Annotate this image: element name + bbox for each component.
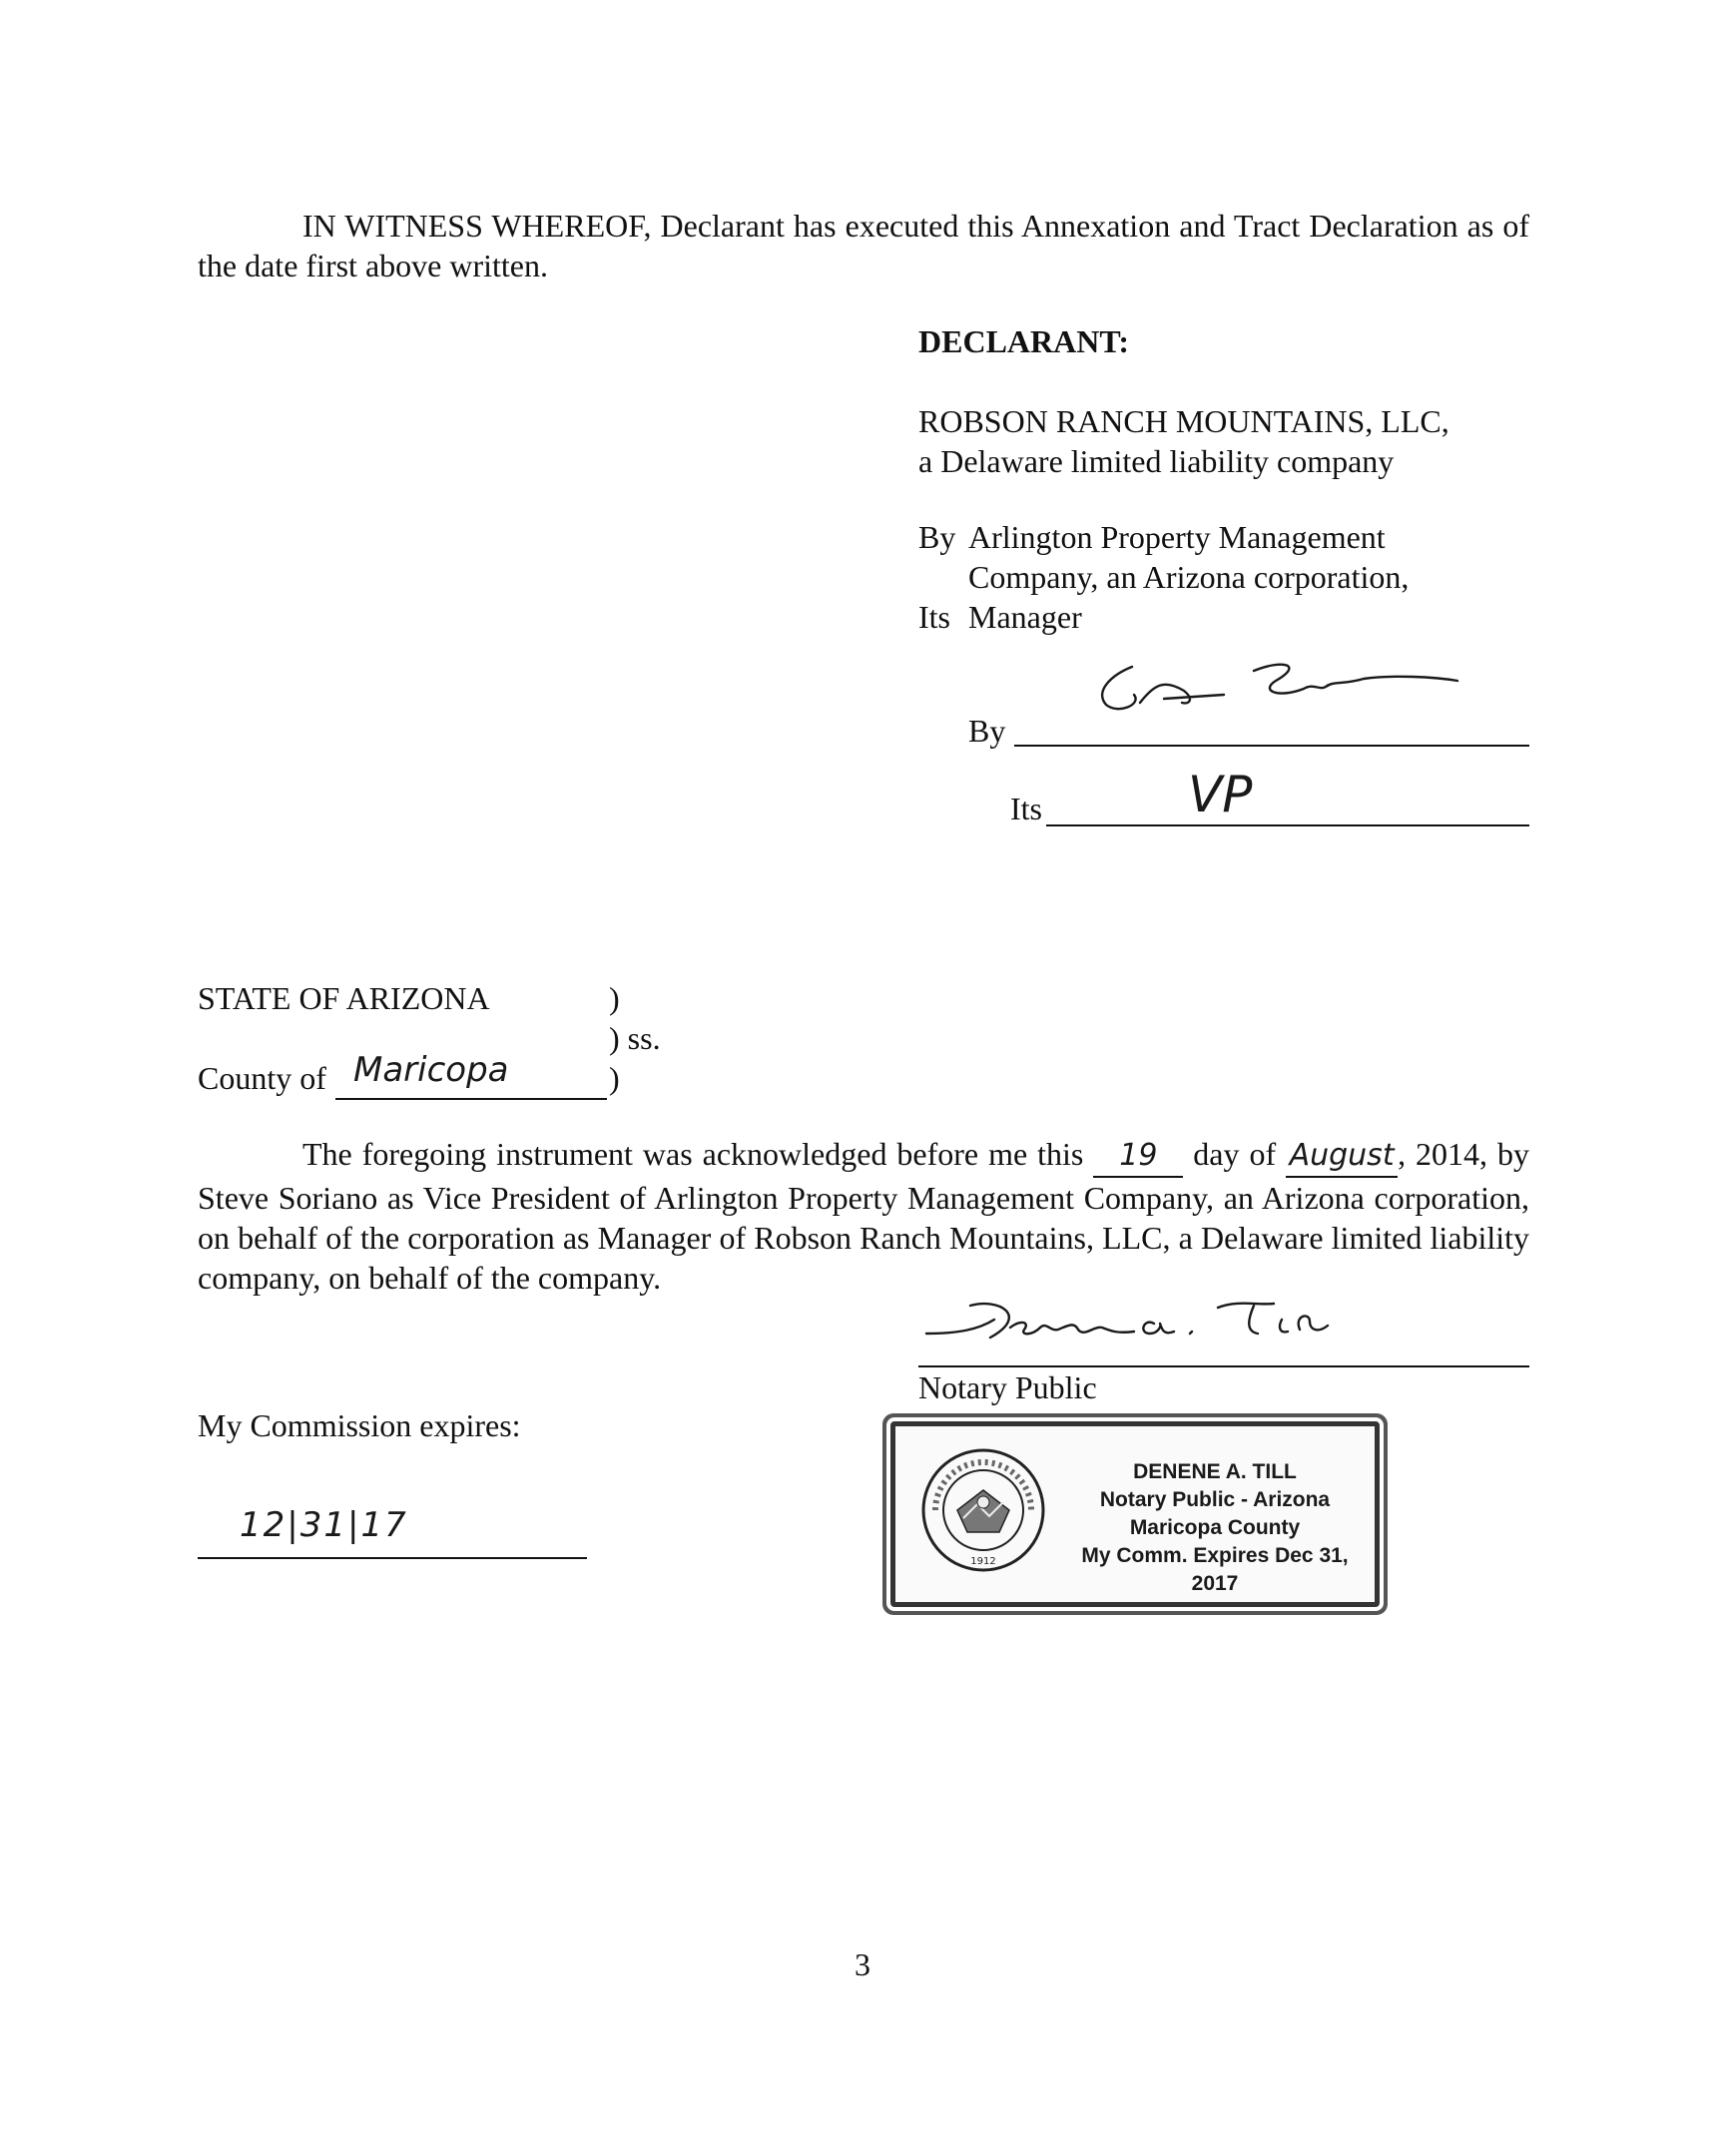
stamp-title: Notary Public - Arizona [1099,1488,1331,1511]
acknowledgment-paragraph [198,1134,1529,1298]
ack-part-1: The foregoing instrument was acknowledged before me this [302,1136,1094,1172]
manager-role: Manager [968,599,1082,635]
declarant-signature [1014,655,1529,715]
commission-expires-label: My Commission expires: [198,1407,521,1443]
declarant-company [918,401,1449,481]
notary-stamp [890,1421,1380,1607]
stamp-expires: My Comm. Expires Dec 31, 2017 [1081,1544,1349,1595]
manager-block [918,517,1409,637]
venue-county-label: County of [198,1060,326,1096]
venue-paren-3: ) [609,1060,620,1096]
stamp-text [1065,1458,1365,1598]
stamp-county: Maricopa County [1129,1516,1301,1539]
company-name: ROBSON RANCH MOUNTAINS, LLC, [918,403,1449,439]
commission-date: 12|31|17 [240,1505,408,1545]
stamp-name: DENENE A. TILL [1133,1460,1297,1483]
declarant-signature-line [1014,699,1529,747]
venue-paren-ss: ) ss. [609,1020,661,1056]
its-prefix: Its [918,599,950,635]
witness-paragraph [198,206,1529,285]
notary-signature-line [918,1320,1529,1367]
notary-public-label: Notary Public [918,1369,1097,1405]
its-line [1046,779,1529,826]
county-value: Maricopa [353,1050,509,1090]
manager-type: Company, an Arizona corporation, [968,559,1410,595]
declarant-heading: DECLARANT: [918,323,1129,359]
manager-name: Arlington Property Management [968,519,1386,555]
ack-month: August [1289,1138,1395,1173]
signature-its-label: Its [1010,791,1042,826]
company-type: a Delaware limited liability company [918,443,1395,479]
signature-by-label: By [968,713,1006,749]
state-seal-icon [917,1440,1049,1580]
page-number: 3 [855,1946,870,1982]
seal-year: 1912 [970,1556,996,1567]
by-prefix: By [918,519,956,555]
notary-signature [918,1290,1529,1349]
witness-text: IN WITNESS WHEREOF, Declarant has executed this Annexation and Tract Declaration as of the date first above written. [198,208,1529,283]
its-value: VP [1188,766,1253,823]
ack-day: 19 [1119,1138,1158,1173]
venue-paren-1: ) [609,980,620,1016]
ack-part-2: day of [1183,1136,1287,1172]
ack-part-3: , 2014, by Steve Soriano as Vice President of Arlington Property Management Company, an Arizona corporation, on behalf of the corporation as Manager of Robson Ranch Mountains, LLC, a Delaware limited liability company, on behalf of the company. [198,1136,1530,1296]
venue-state: STATE OF ARIZONA [198,980,490,1016]
